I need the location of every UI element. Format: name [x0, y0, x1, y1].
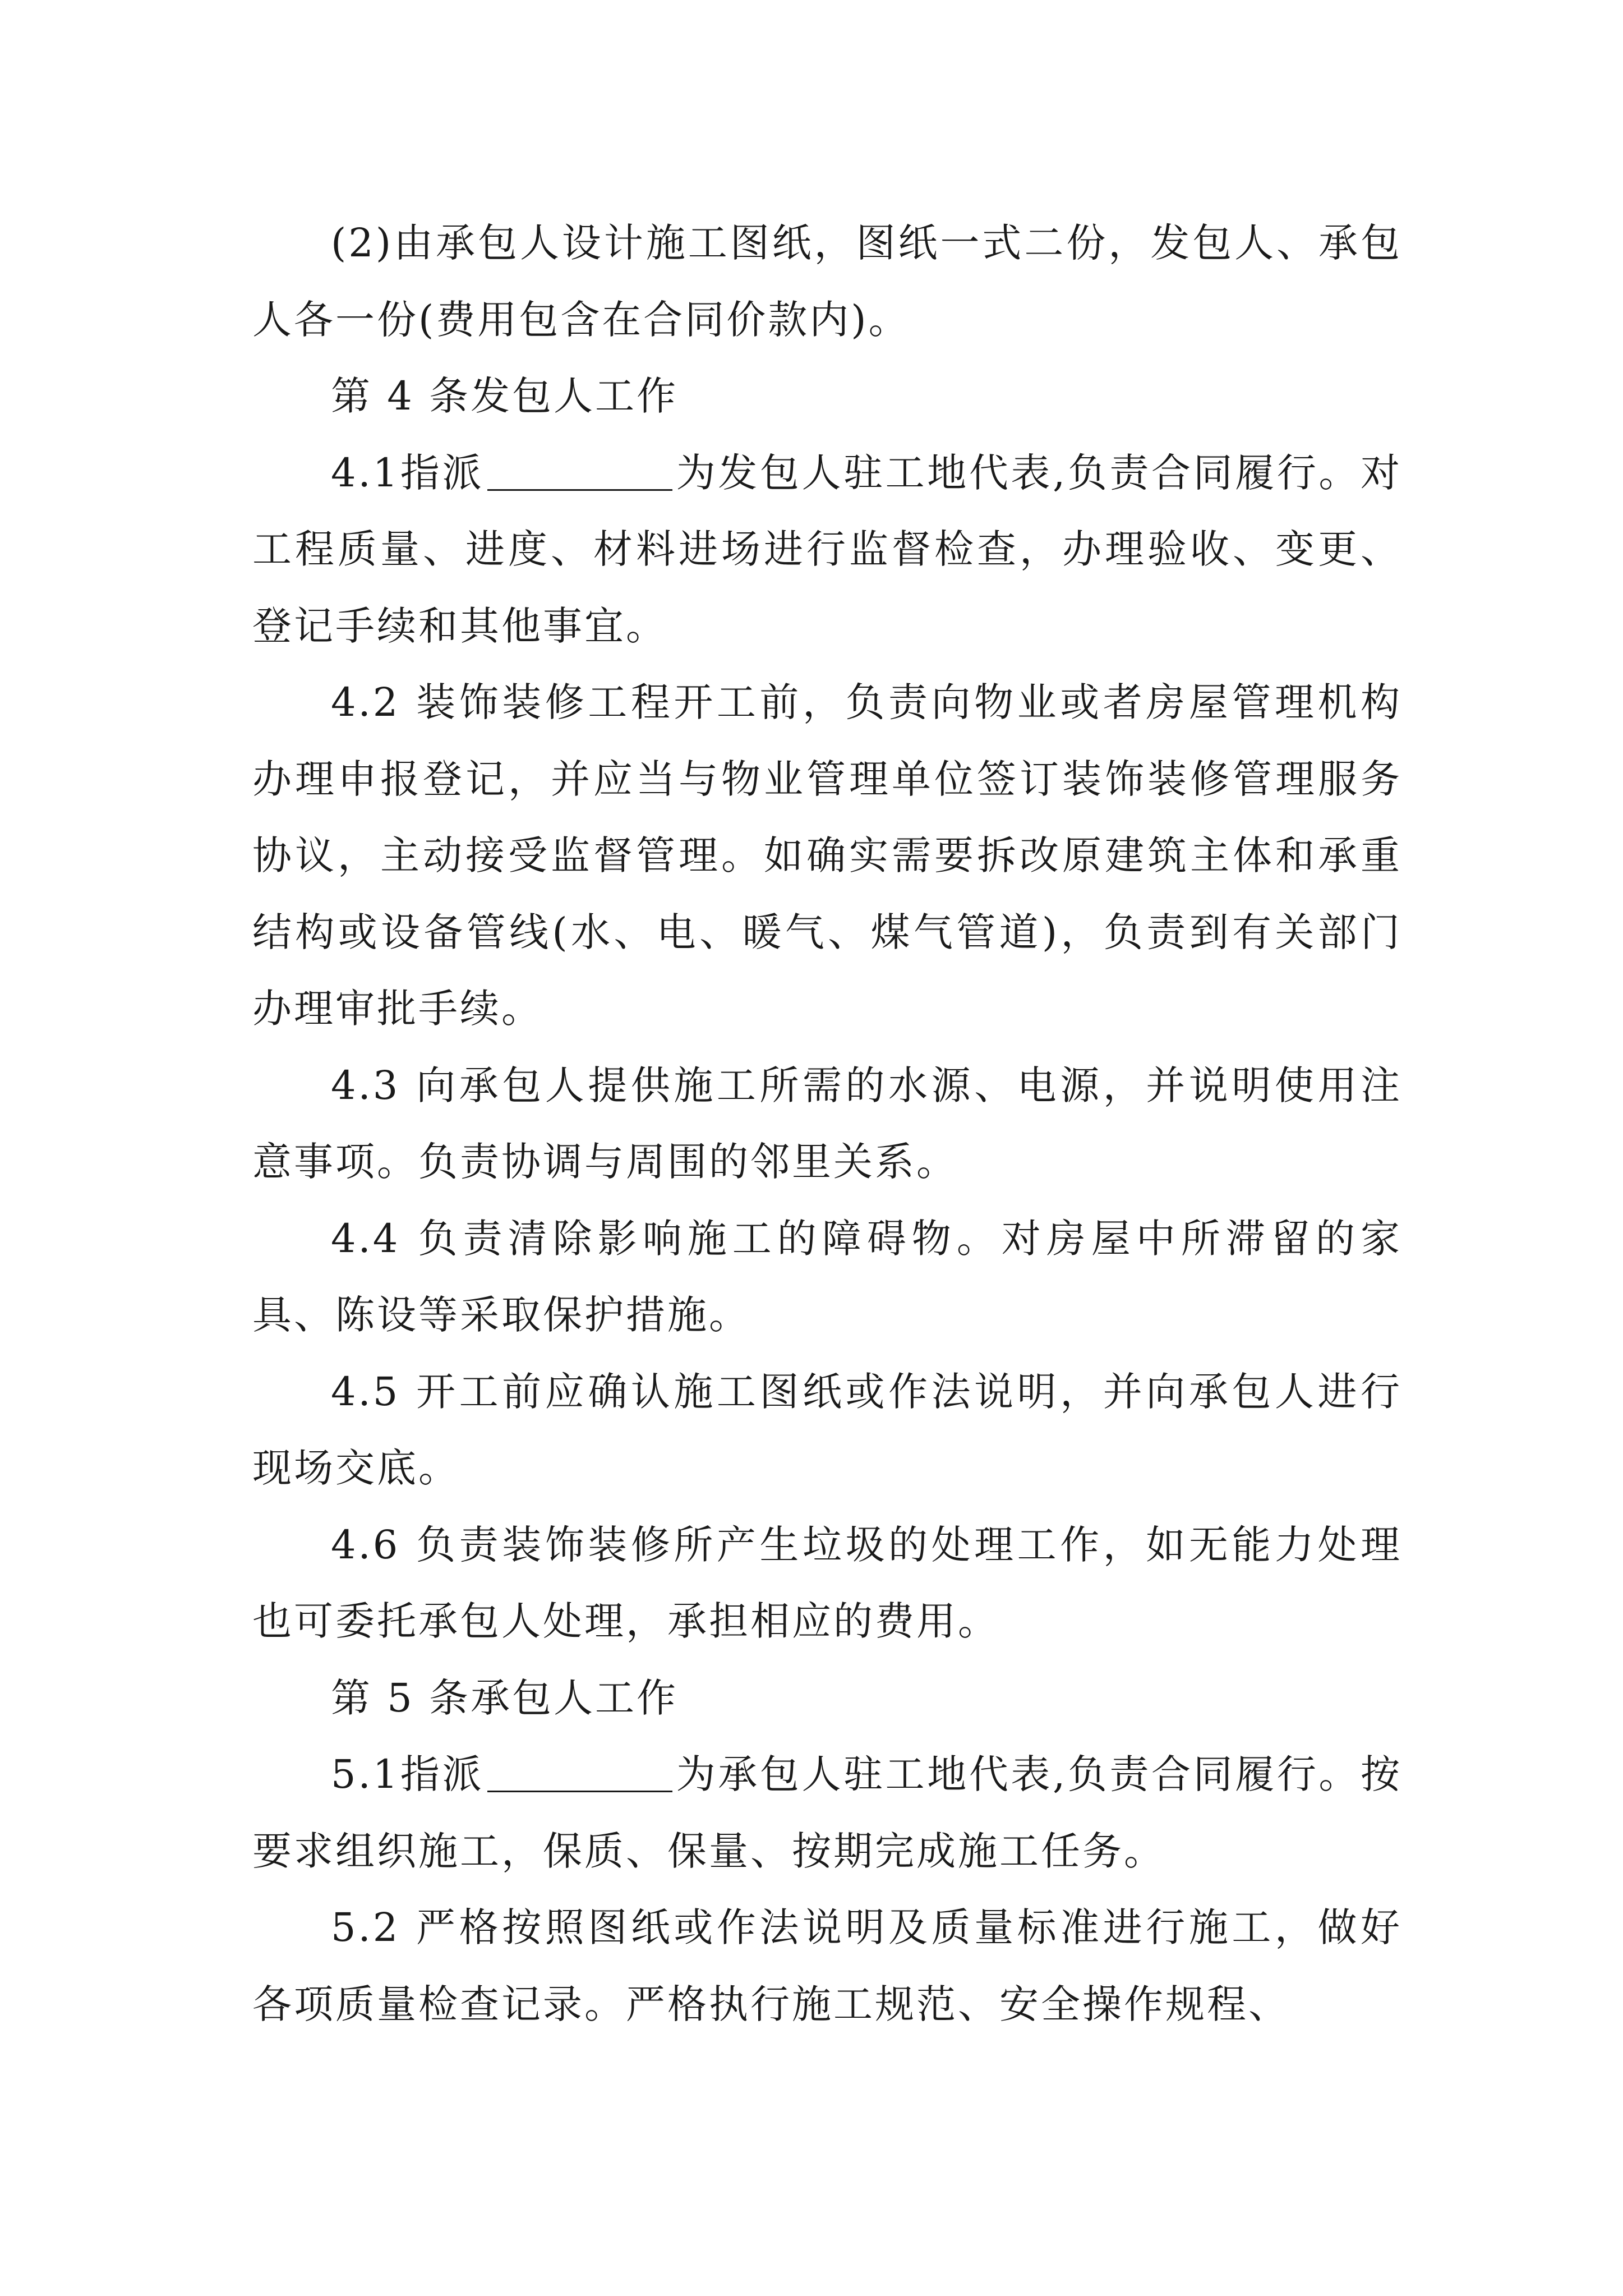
paragraph-4-3: 4.3 向承包人提供施工所需的水源、电源，并说明使用注意事项。负责协调与周围的邻里关系。 — [252, 1062, 1402, 1185]
fill-in-blank-contractor-representative[interactable] — [487, 1751, 672, 1792]
paragraph-4-6: 4.6 负责装饰装修所产生垃圾的处理工作，如无能力处理也可委托承包人处理，承担相应的费用。 — [252, 1521, 1402, 1644]
paragraph-4-1 — [252, 435, 1402, 665]
paragraph-4-1-prefix: 4.1指派 — [331, 449, 485, 496]
document-body — [252, 205, 1402, 2042]
paragraph-design-drawings: (2)由承包人设计施工图纸，图纸一式二份，发包人、承包人各一份(费用包含在合同价款内)。 — [252, 220, 1402, 343]
paragraph-4-2: 4.2 装饰装修工程开工前，负责向物业或者房屋管理机构办理申报登记，并应当与物业管理单位签订装饰装修管理服务协议，主动接受监督管理。如确实需要拆改原建筑主体和承重结构或设备管线(水、电、暖气、煤气管道)，负责到有关部门办理审批手续。 — [252, 679, 1402, 1032]
paragraph-4-4: 4.4 负责清除影响施工的障碍物。对房屋中所滞留的家具、陈设等采取保护措施。 — [252, 1215, 1402, 1338]
paragraph-5-1 — [252, 1736, 1402, 1889]
paragraph-5-2: 5.2 严格按照图纸或作法说明及质量标准进行施工，做好各项质量检查记录。严格执行施工规范、安全操作规程、 — [252, 1904, 1402, 2027]
paragraph-5-1-prefix: 5.1指派 — [331, 1751, 485, 1797]
paragraph-5-1-suffix: 为承包人驻工地代表,负责合同履行。按要求组织施工，保质、保量、按期完成施工任务。 — [252, 1751, 1403, 1874]
section-heading-article-5: 第 5 条承包人工作 — [331, 1674, 679, 1721]
paragraph-4-1-suffix: 为发包人驻工地代表,负责合同履行。对工程质量、进度、材料进场进行监督检查，办理验收、变更、登记手续和其他事宜。 — [252, 449, 1403, 649]
fill-in-blank-employer-representative[interactable] — [487, 450, 672, 491]
paragraph-4-5: 4.5 开工前应确认施工图纸或作法说明，并向承包人进行现场交底。 — [252, 1368, 1402, 1491]
section-heading-article-4: 第 4 条发包人工作 — [331, 373, 679, 419]
